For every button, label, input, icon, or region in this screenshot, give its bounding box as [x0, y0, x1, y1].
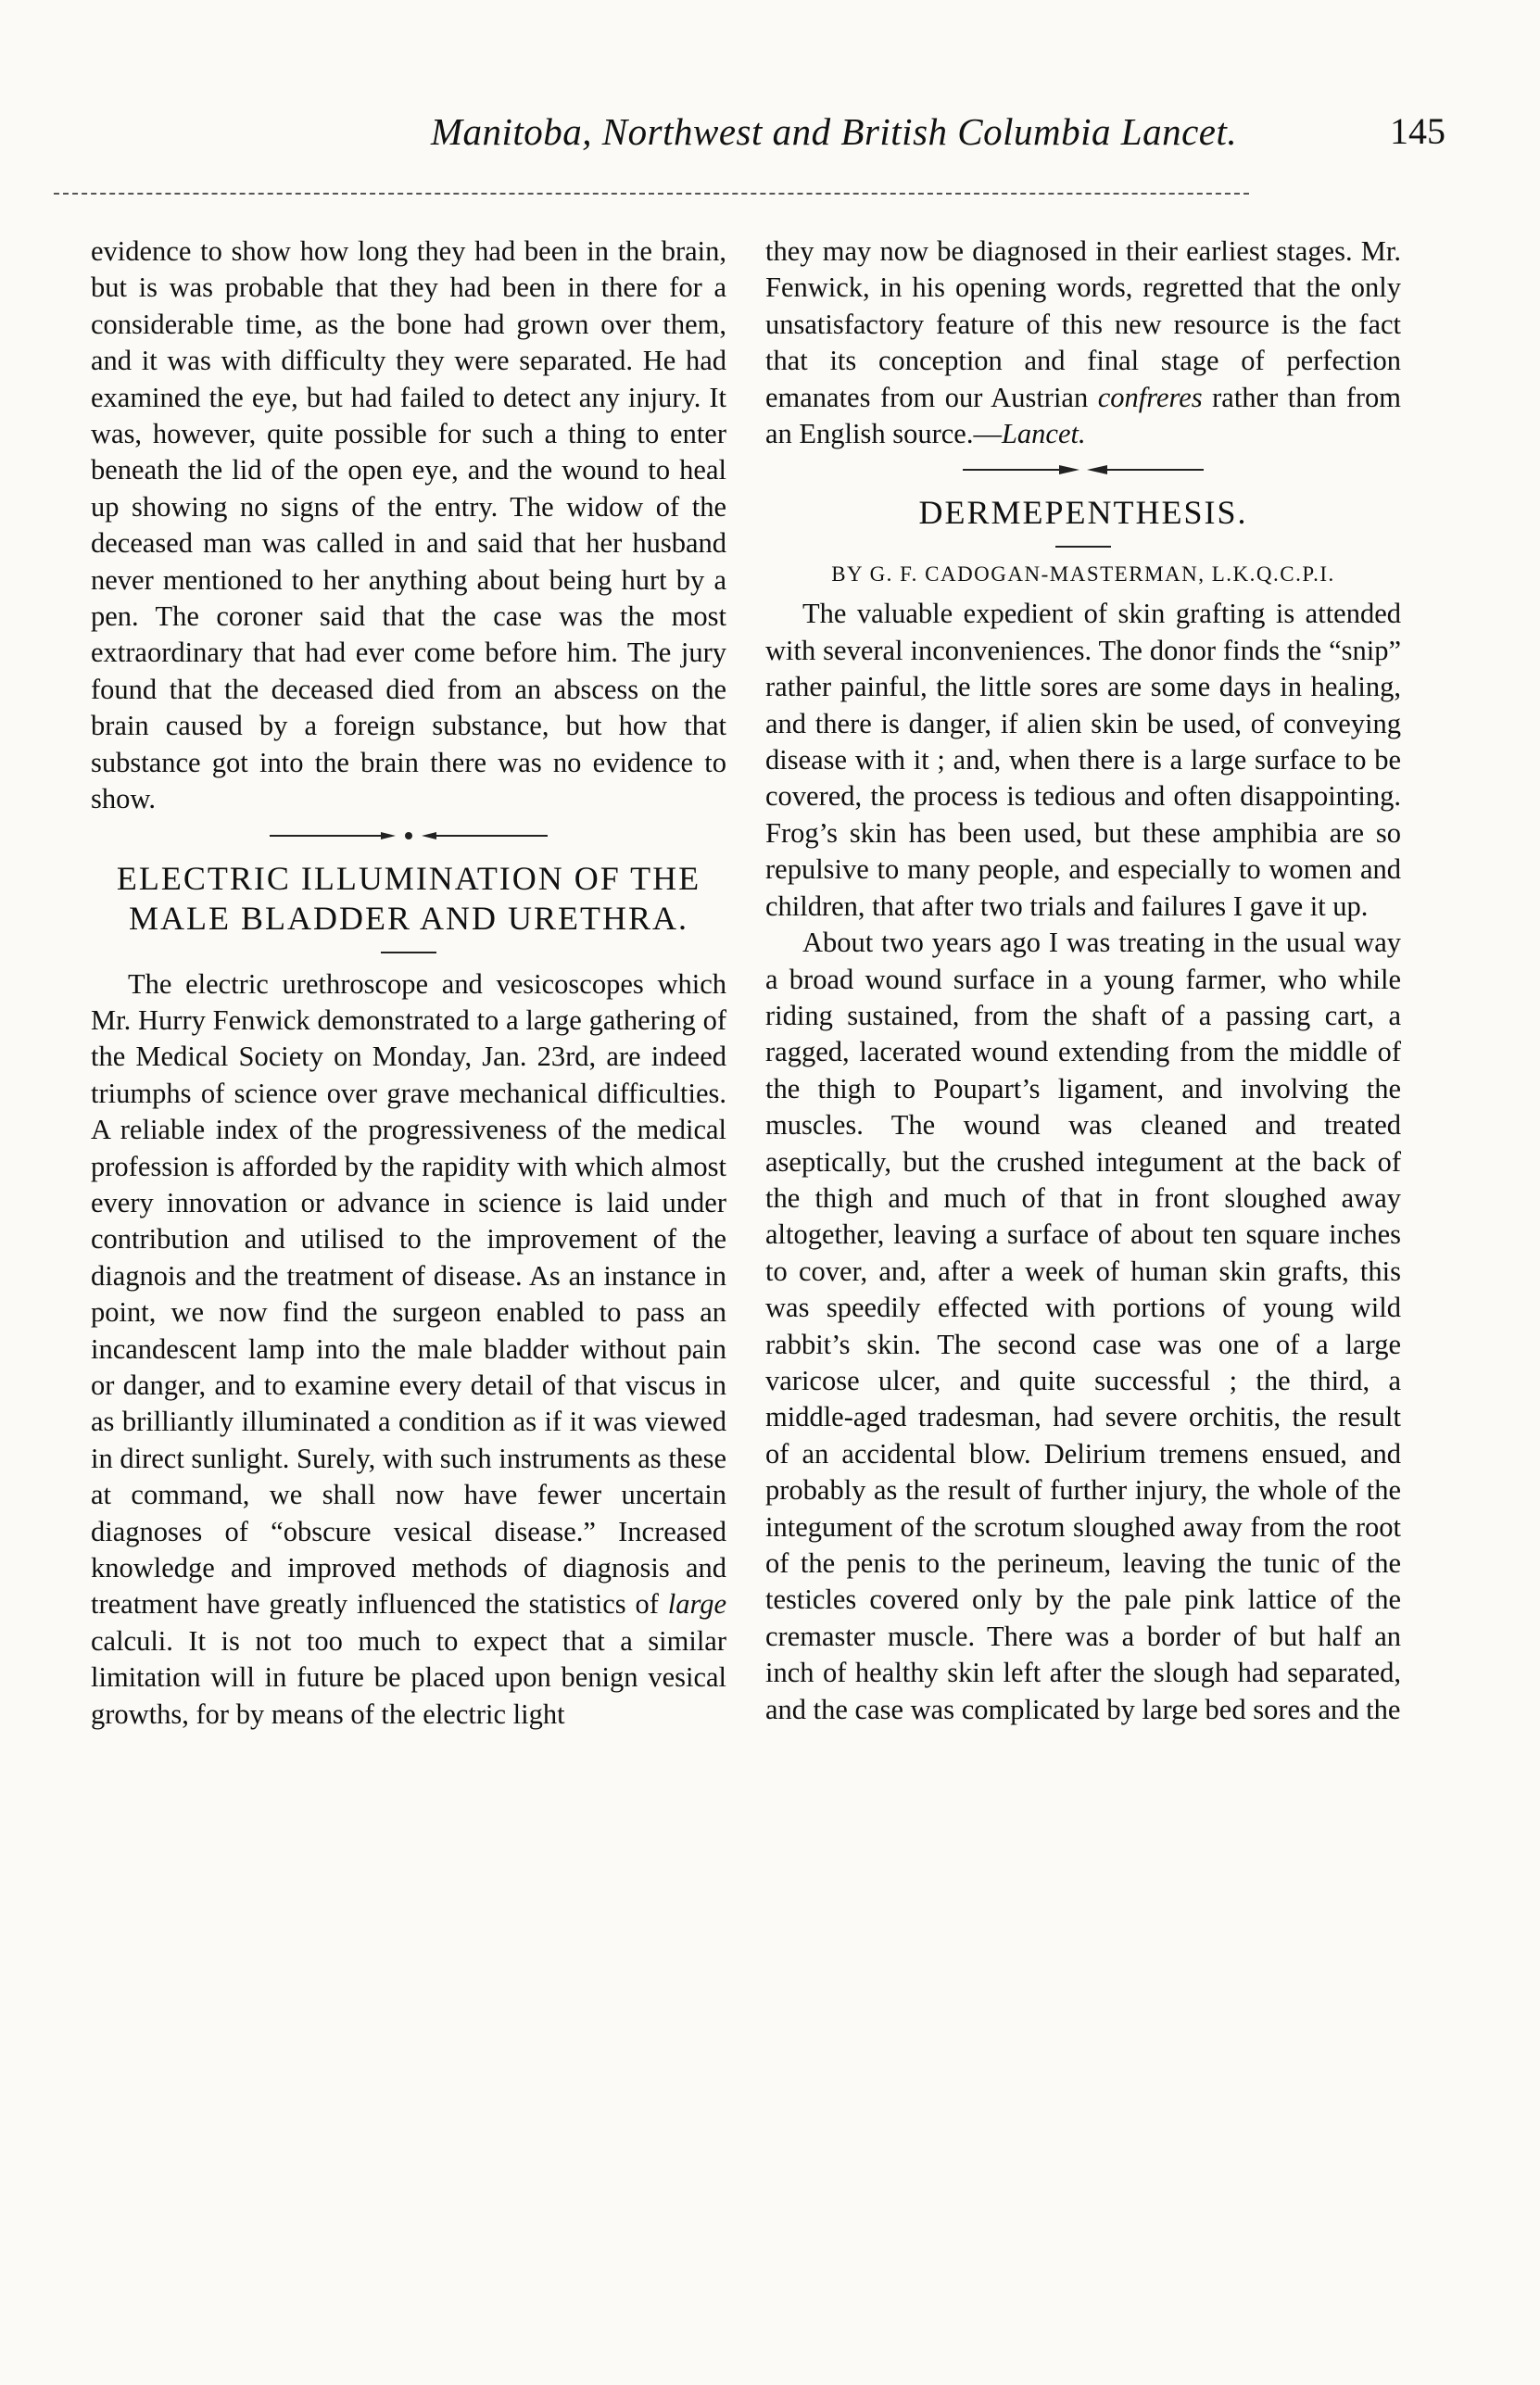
article-paragraph: About two years ago I was treating in the usual way a broad wound surface in a young farmer, who while riding sustained, from the shaft of a passing cart, a ragged, lacerated wound extending from the middle of the thigh to Poupart’s ligament, and involving the muscles. The wound was cleaned and treated aseptically, but the crushed integument at the back of the thigh and much of that in front sloughed away altogether, leaving a surface of about ten square inches to cover, and, after a week of human skin grafts, this was speedily effected with portions of young wild rabbit’s skin. The second case was one of a large varicose ulcer, and quite successful ; the third, a middle-aged tradesman, had severe orchitis, the result of an accidental blow. Delirium tremens ensued, and probably as the result of further injury, the whole of the integument of the scrotum sloughed away from the root of the penis to the perineum, leaving the tunic of the testicles covered only by the pale pink lattice of the cremaster muscle. There was a border of but half an inch of healthy skin left after the slough had separated, and the case was complicated by large bed sores and the: [765, 927, 1401, 1725]
author-byline: BY G. F. CADOGAN-MASTERMAN, L.K.Q.C.P.I.: [831, 562, 1335, 587]
source-citation: Lancet.: [1001, 418, 1086, 450]
article-title-electric-illumination: ELECTRIC ILLUMINATION OF THE MALE BLADDER AND URETHRA.: [116, 859, 701, 937]
header-rule: [54, 193, 1249, 195]
title-rule: [381, 952, 436, 953]
article-text-part-1: The electric urethroscope and vesicoscopes which Mr. Hurry Fenwick demonstrated to a large gathering of the Medical Society on Monday, Jan. 23rd, are indeed triumphs of science over grave mechanical difficulties. A reliable index of the progressiveness of the medical profession is afforded by the rapidity with which almost every innovation or advance in science is laid under contribution and utilised to the improvement of the diagnois and the treatment of disease. As an instance in point, we now find the surgeon enabled to pass an incandescent lamp into the male bladder without pain or danger, and to examine every detail of that viscus in as brilliantly illuminated a condition as if it was viewed in direct sunlight. Surely, with such instruments as these at command, we shall now have fewer uncertain diagnoses of “obscure vesical disease.” Increased knowledge and improved methods of diagnosis and treatment have greatly influenced the statistics of: [91, 967, 726, 1621]
article-paragraph: [91, 966, 726, 1734]
continuation-paragraph: [765, 233, 1401, 452]
continuation-text-part-2: rather than from an English source.—: [765, 381, 1401, 450]
continuation-text-part-1: they may now be diagnosed in their earliest stages. Mr. Fenwick, in his opening words, regretted that the only unsatisfactory feature of this new resource is the fact that its conception and final stage of perfection emanates from our Austrian: [765, 235, 1401, 413]
right-column: [765, 233, 1401, 1728]
left-column: [91, 233, 726, 1733]
ornamental-divider: [91, 818, 726, 853]
article-text-part-2: calculi. It is not too much to expect that a similar limitation will in future be placed upon benign vesical growths, for by means of the electric light: [91, 1624, 726, 1730]
ornamental-divider: [765, 452, 1401, 487]
italic-word: confreres: [1097, 381, 1203, 413]
title-rule: [1055, 546, 1111, 548]
running-title: Manitoba, Northwest and British Columbia Lancet.: [430, 110, 1238, 153]
article-paragraph: The valuable expedient of skin grafting is attended with several inconveniences. The donor finds the “snip” rather painful, the little sores are some days in healing, and there is danger, if alien skin be used, of conveying disease with it ; and, when there is a large surface to be covered, the process is tedious and often disappointing. Frog’s skin has been used, but these amphibia are so repulsive to many people, and especially to women and children, that after two trials and failures I gave it up.: [765, 598, 1401, 922]
italic-word: large: [667, 1588, 726, 1621]
article-title-dermepenthesis: DERMEPENTHESIS.: [918, 494, 1248, 532]
page-number: 145: [1390, 110, 1445, 152]
continuation-paragraph: evidence to show how long they had been in the brain, but is was probable that they had been in there for a considerable time, as the bone had grown over them, and it was with difficulty they were separated. He had examined the eye, but had failed to detect any injury. It was, however, quite possible for such a thing to enter beneath the lid of the open eye, and the wound to heal up showing no signs of the entry. The widow of the deceased man was called in and said that her husband never mentioned to her anything about being hurt by a pen. The coroner said that the case was the most extraordinary that had ever come before him. The jury found that the deceased died from an abscess on the brain caused by a foreign substance, but how that substance got into the brain there was no evidence to show.: [91, 235, 726, 815]
